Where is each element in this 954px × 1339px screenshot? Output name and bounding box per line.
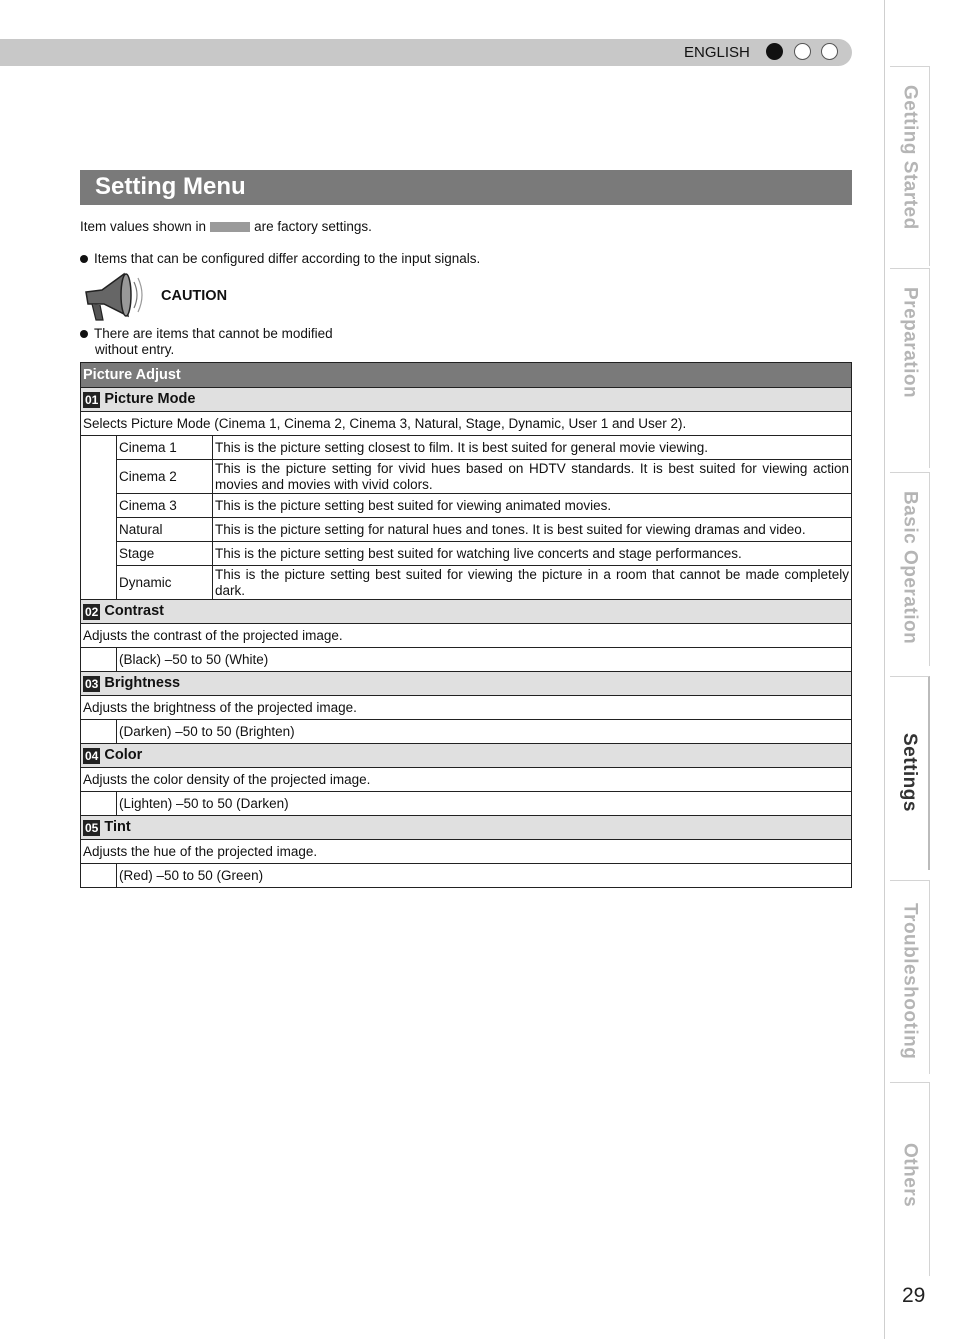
factory-settings-note	[80, 219, 372, 234]
table-row	[81, 624, 852, 648]
tab-basic-operation[interactable]	[890, 472, 930, 666]
mode-name: Dynamic	[117, 566, 213, 600]
mode-name: Stage	[117, 542, 213, 566]
mode-description: This is the picture setting closest to film. It is best suited for general movie viewing.	[213, 436, 852, 460]
item-number: 01	[85, 392, 99, 407]
item-description: Adjusts the color density of the projected image.	[81, 768, 852, 792]
tab-preparation[interactable]	[890, 268, 930, 468]
item-number: 03	[85, 676, 99, 691]
table-row	[81, 436, 852, 460]
tab-settings[interactable]	[890, 676, 930, 870]
megaphone-icon	[80, 270, 146, 324]
tab-getting-started[interactable]	[890, 66, 930, 266]
table-row	[81, 792, 852, 816]
bullet-note-text: Items that can be configured differ according to the input signals.	[94, 251, 481, 266]
mode-description: This is the picture setting for vivid hues based on HDTV standards. It is best suited for viewing action movies and movies with vivid colors.	[213, 460, 852, 494]
table-item-header	[81, 600, 852, 624]
bullet-icon	[80, 330, 88, 338]
table-row	[81, 840, 852, 864]
item-description: Adjusts the brightness of the projected image.	[81, 696, 852, 720]
item-range: (Black) –50 to 50 (White)	[117, 648, 852, 672]
mode-name: Cinema 3	[117, 494, 213, 518]
page-title: Setting Menu	[95, 173, 246, 200]
table-row	[81, 720, 852, 744]
mode-description: This is the picture setting best suited for viewing animated movies.	[213, 494, 852, 518]
settings-table	[80, 362, 852, 888]
sidebar-edge	[884, 0, 885, 1339]
item-name: Brightness	[104, 675, 181, 692]
table-row	[81, 648, 852, 672]
factory-setting-swatch	[210, 222, 250, 232]
table-cell-blank	[81, 648, 117, 672]
item-description: Adjusts the contrast of the projected image.	[81, 624, 852, 648]
mode-name: Natural	[117, 518, 213, 542]
mode-description: This is the picture setting for natural hues and tones. It is best suited for viewing dramas and video.	[213, 518, 852, 542]
language-indicator	[821, 43, 838, 60]
table-item-header	[81, 388, 852, 412]
table-section-header	[81, 363, 852, 388]
tab-label: Getting Started	[899, 85, 921, 230]
table-cell-blank	[81, 864, 117, 888]
item-name: Picture Mode	[104, 391, 196, 408]
language-indicator-active	[766, 43, 783, 60]
table-item-header	[81, 816, 852, 840]
item-range: (Red) –50 to 50 (Green)	[117, 864, 852, 888]
item-name: Contrast	[104, 603, 164, 620]
bullet-icon	[80, 255, 88, 263]
item-description: Selects Picture Mode (Cinema 1, Cinema 2, Cinema 3, Natural, Stage, Dynamic, User 1 and User 2).	[81, 412, 852, 436]
table-item-header	[81, 672, 852, 696]
caution-label: CAUTION	[161, 288, 228, 304]
tab-troubleshooting[interactable]	[890, 880, 930, 1074]
table-cell-blank	[81, 720, 117, 744]
tab-label: Troubleshooting	[899, 903, 921, 1060]
table-row	[81, 768, 852, 792]
tab-label: Basic Operation	[899, 491, 921, 645]
item-name: Tint	[104, 819, 131, 836]
item-name: Color	[104, 747, 143, 764]
factory-note-pre: Item values shown in	[80, 219, 207, 234]
table-item-header	[81, 744, 852, 768]
table-row	[81, 412, 852, 436]
tab-label: Others	[899, 1143, 921, 1208]
table-row	[81, 542, 852, 566]
mode-name: Cinema 2	[117, 460, 213, 494]
item-number: 02	[85, 604, 99, 619]
table-row	[81, 460, 852, 494]
caution-note	[80, 326, 333, 341]
item-number: 04	[85, 748, 99, 763]
table-row	[81, 566, 852, 600]
table-row	[81, 518, 852, 542]
section-title: Picture Adjust	[81, 363, 852, 388]
item-range: (Lighten) –50 to 50 (Darken)	[117, 792, 852, 816]
bullet-note	[80, 251, 480, 266]
language-indicator	[794, 43, 811, 60]
table-cell-blank	[81, 792, 117, 816]
item-number: 05	[85, 820, 99, 835]
tab-label: Settings	[899, 733, 920, 812]
item-description: Adjusts the hue of the projected image.	[81, 840, 852, 864]
table-row	[81, 494, 852, 518]
page-number: 29	[902, 1284, 926, 1307]
table-row	[81, 696, 852, 720]
mode-name: Cinema 1	[117, 436, 213, 460]
caution-line-1: There are items that cannot be modified	[94, 326, 333, 341]
table-cell-blank	[81, 436, 117, 600]
mode-description: This is the picture setting best suited for watching live concerts and stage performances.	[213, 542, 852, 566]
caution-line-2: without entry.	[95, 342, 175, 357]
item-range: (Darken) –50 to 50 (Brighten)	[117, 720, 852, 744]
language-label: ENGLISH	[684, 44, 750, 61]
tab-label: Preparation	[899, 287, 921, 399]
table-row	[81, 864, 852, 888]
tab-others[interactable]	[890, 1082, 930, 1276]
factory-note-post: are factory settings.	[254, 219, 372, 234]
mode-description: This is the picture setting best suited for viewing the picture in a room that cannot be made completely dark.	[213, 566, 852, 600]
